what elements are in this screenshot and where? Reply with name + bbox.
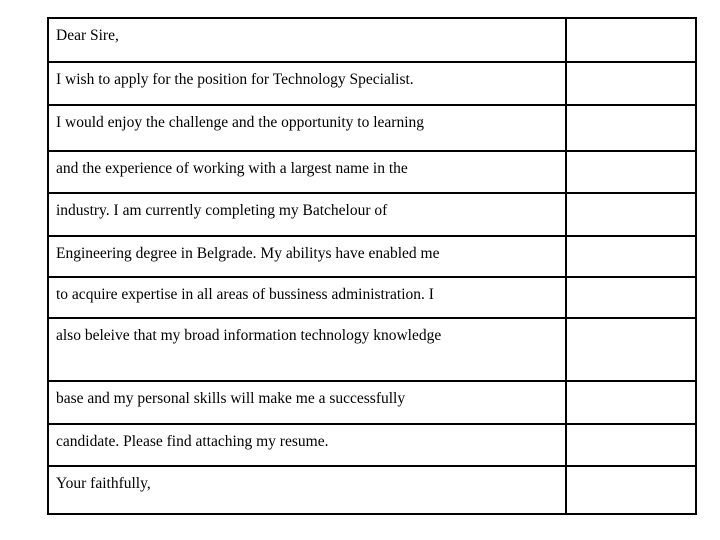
blank-cell <box>566 18 696 62</box>
letter-line: industry. I am currently completing my Batchelour of <box>48 193 566 236</box>
blank-cell <box>566 236 696 277</box>
table-row <box>48 318 696 381</box>
blank-cell <box>566 277 696 318</box>
letter-table <box>47 17 697 515</box>
table-row <box>48 105 696 151</box>
blank-cell <box>566 318 696 381</box>
table-row <box>48 236 696 277</box>
table-row <box>48 193 696 236</box>
letter-line: also beleive that my broad information technology knowledge <box>48 318 566 381</box>
letter-line-closing: Your faithfully, <box>48 466 566 514</box>
blank-cell <box>566 193 696 236</box>
table-row <box>48 466 696 514</box>
letter-line: candidate. Please find attaching my resume. <box>48 424 566 466</box>
letter-line: I wish to apply for the position for Technology Specialist. <box>48 62 566 105</box>
blank-cell <box>566 381 696 424</box>
table-row <box>48 381 696 424</box>
letter-line: to acquire expertise in all areas of bussiness administration. I <box>48 277 566 318</box>
blank-cell <box>566 151 696 193</box>
table-row <box>48 424 696 466</box>
blank-cell <box>566 62 696 105</box>
letter-line: Engineering degree in Belgrade. My abilitys have enabled me <box>48 236 566 277</box>
table-row <box>48 18 696 62</box>
letter-line-greeting: Dear Sire, <box>48 18 566 62</box>
blank-cell <box>566 105 696 151</box>
letter-line: I would enjoy the challenge and the opportunity to learning <box>48 105 566 151</box>
table-row <box>48 277 696 318</box>
blank-cell <box>566 424 696 466</box>
letter-line: and the experience of working with a largest name in the <box>48 151 566 193</box>
table-row <box>48 62 696 105</box>
table-row <box>48 151 696 193</box>
letter-line: base and my personal skills will make me a successfully <box>48 381 566 424</box>
blank-cell <box>566 466 696 514</box>
